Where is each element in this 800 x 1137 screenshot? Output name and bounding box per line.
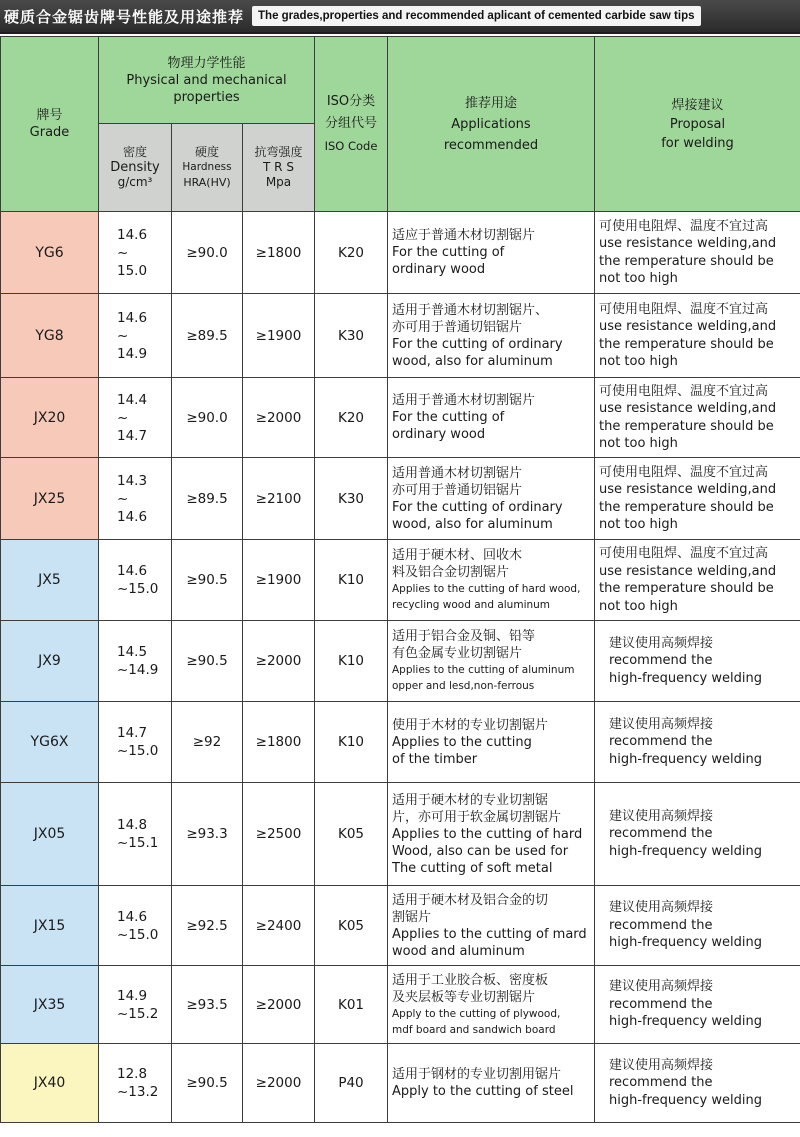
table-row: [1, 886, 800, 966]
welding-cell: 可使用电阻焊、温度不宜过高 use resistance welding,and the remperature should be not too high: [595, 212, 800, 294]
trs-cell: ≥2100: [243, 458, 315, 540]
title-english: The grades,properties and recommended aplicant of cemented carbide saw tips: [252, 6, 700, 26]
header-hardness: 硬度 Hardness HRA(HV): [172, 124, 243, 212]
hardness-cell: ≥90.0: [172, 378, 243, 458]
hardness-cell: ≥89.5: [172, 458, 243, 540]
application-cell: 适用于普通木材切割锯片、 亦可用于普通切铝锯片 For the cutting of ordinary wood, also for aluminum: [388, 294, 595, 378]
iso-cell: K20: [315, 212, 388, 294]
table-row: [1, 1044, 800, 1123]
density-cell: 14.6 ~15.0: [99, 886, 172, 966]
table-row: [1, 540, 800, 621]
welding-cell: 可使用电阻焊、温度不宜过高 use resistance welding,and the remperature should be not too high: [595, 458, 800, 540]
trs-cell: ≥1800: [243, 702, 315, 783]
welding-cell: 建议使用高频焊接 recommend the high-frequency welding: [595, 966, 800, 1044]
table-row: [1, 702, 800, 783]
trs-cell: ≥2400: [243, 886, 315, 966]
header-grade: 牌号 Grade: [1, 37, 99, 212]
application-cell: 适用于铝合金及铜、铅等 有色金属专业切割锯片 Applies to the cutting of aluminum opper and lesd,non-ferrous: [388, 621, 595, 702]
grade-cell: JX35: [1, 966, 99, 1044]
table-row: [1, 212, 800, 294]
header-density: 密度 Density g/cm³: [99, 124, 172, 212]
trs-cell: ≥2000: [243, 621, 315, 702]
grade-cell: JX05: [1, 783, 99, 886]
grade-cell: YG6: [1, 212, 99, 294]
application-cell: 使用于木材的专业切割锯片 Applies to the cutting of the timber: [388, 702, 595, 783]
application-cell: 适用普通木材切割锯片 亦可用于普通切铝锯片 For the cutting of ordinary wood, also for aluminum: [388, 458, 595, 540]
density-cell: 14.8 ~15.1: [99, 783, 172, 886]
density-cell: 14.6 ~ 15.0: [99, 212, 172, 294]
table-row: [1, 783, 800, 886]
header-trs: 抗弯强度 T R S Mpa: [243, 124, 315, 212]
hardness-cell: ≥92: [172, 702, 243, 783]
trs-cell: ≥2500: [243, 783, 315, 886]
welding-cell: 建议使用高频焊接 recommend the high-frequency welding: [595, 1044, 800, 1123]
iso-cell: K10: [315, 621, 388, 702]
welding-cell: 可使用电阻焊、温度不宜过高 use resistance welding,and the remperature should be not too high: [595, 378, 800, 458]
grade-cell: JX5: [1, 540, 99, 621]
density-cell: 14.6 ~ 14.9: [99, 294, 172, 378]
hardness-cell: ≥93.5: [172, 966, 243, 1044]
grade-cell: JX9: [1, 621, 99, 702]
grades-table: [0, 36, 800, 1123]
iso-cell: K01: [315, 966, 388, 1044]
table-body: [1, 212, 800, 1123]
density-cell: 14.5 ~14.9: [99, 621, 172, 702]
iso-cell: K05: [315, 886, 388, 966]
header-iso-code: ISO分类 分组代号 ISO Code: [315, 37, 388, 212]
trs-cell: ≥2000: [243, 966, 315, 1044]
table-row: [1, 294, 800, 378]
grade-cell: YG8: [1, 294, 99, 378]
welding-cell: 可使用电阻焊、温度不宜过高 use resistance welding,and the remperature should be not too high: [595, 540, 800, 621]
application-cell: 适用于普通木材切割锯片 For the cutting of ordinary wood: [388, 378, 595, 458]
iso-cell: K30: [315, 294, 388, 378]
density-cell: 12.8 ~13.2: [99, 1044, 172, 1123]
header-physical-properties: 物理力学性能 Physical and mechanical properties: [99, 37, 315, 124]
trs-cell: ≥1800: [243, 212, 315, 294]
grade-cell: JX20: [1, 378, 99, 458]
application-cell: 适用于工业胶合板、密度板 及夹层板等专业切割锯片 Apply to the cutting of plywood, mdf board and sandwich board: [388, 966, 595, 1044]
trs-cell: ≥2000: [243, 1044, 315, 1123]
grade-cell: YG6X: [1, 702, 99, 783]
hardness-cell: ≥90.5: [172, 1044, 243, 1123]
density-cell: 14.3 ~ 14.6: [99, 458, 172, 540]
hardness-cell: ≥93.3: [172, 783, 243, 886]
table-row: [1, 966, 800, 1044]
density-cell: 14.9 ~15.2: [99, 966, 172, 1044]
density-cell: 14.4 ~ 14.7: [99, 378, 172, 458]
hardness-cell: ≥90.0: [172, 212, 243, 294]
welding-cell: 建议使用高频焊接 recommend the high-frequency welding: [595, 702, 800, 783]
hardness-cell: ≥89.5: [172, 294, 243, 378]
welding-cell: 建议使用高频焊接 recommend the high-frequency welding: [595, 783, 800, 886]
trs-cell: ≥1900: [243, 540, 315, 621]
iso-cell: K05: [315, 783, 388, 886]
hardness-cell: ≥92.5: [172, 886, 243, 966]
table-row: [1, 621, 800, 702]
application-cell: 适用于硬木材及铝合金的切 割锯片 Applies to the cutting of mard wood and aluminum: [388, 886, 595, 966]
application-cell: 适用于硬木材的专业切割锯 片，亦可用于软金属切割锯片 Applies to the cutting of hard Wood, also can be used for The cutting of soft metal: [388, 783, 595, 886]
application-cell: 适用于钢材的专业切割用锯片 Apply to the cutting of steel: [388, 1044, 595, 1123]
table-header: [1, 37, 800, 212]
trs-cell: ≥2000: [243, 378, 315, 458]
density-cell: 14.7 ~15.0: [99, 702, 172, 783]
table-row: [1, 458, 800, 540]
grade-cell: JX40: [1, 1044, 99, 1123]
title-chinese: 硬质合金锯齿牌号性能及用途推荐: [4, 7, 245, 26]
application-cell: 适应于普通木材切割锯片 For the cutting of ordinary wood: [388, 212, 595, 294]
iso-cell: P40: [315, 1044, 388, 1123]
iso-cell: K10: [315, 702, 388, 783]
header-applications: 推荐用途 Applications recommended: [388, 37, 595, 212]
density-cell: 14.6 ~15.0: [99, 540, 172, 621]
welding-cell: 建议使用高频焊接 recommend the high-frequency welding: [595, 621, 800, 702]
header-welding: 焊接建议 Proposal for welding: [595, 37, 800, 212]
application-cell: 适用于硬木材、回收木 料及铝合金切割锯片 Applies to the cutting of hard wood, recycling wood and aluminum: [388, 540, 595, 621]
iso-cell: K20: [315, 378, 388, 458]
grade-cell: JX25: [1, 458, 99, 540]
hardness-cell: ≥90.5: [172, 540, 243, 621]
welding-cell: 可使用电阻焊、温度不宜过高 use resistance welding,and the remperature should be not too high: [595, 294, 800, 378]
table-row: [1, 378, 800, 458]
welding-cell: 建议使用高频焊接 recommend the high-frequency welding: [595, 886, 800, 966]
trs-cell: ≥1900: [243, 294, 315, 378]
title-bar: [0, 0, 800, 34]
iso-cell: K10: [315, 540, 388, 621]
grade-cell: JX15: [1, 886, 99, 966]
hardness-cell: ≥90.5: [172, 621, 243, 702]
iso-cell: K30: [315, 458, 388, 540]
